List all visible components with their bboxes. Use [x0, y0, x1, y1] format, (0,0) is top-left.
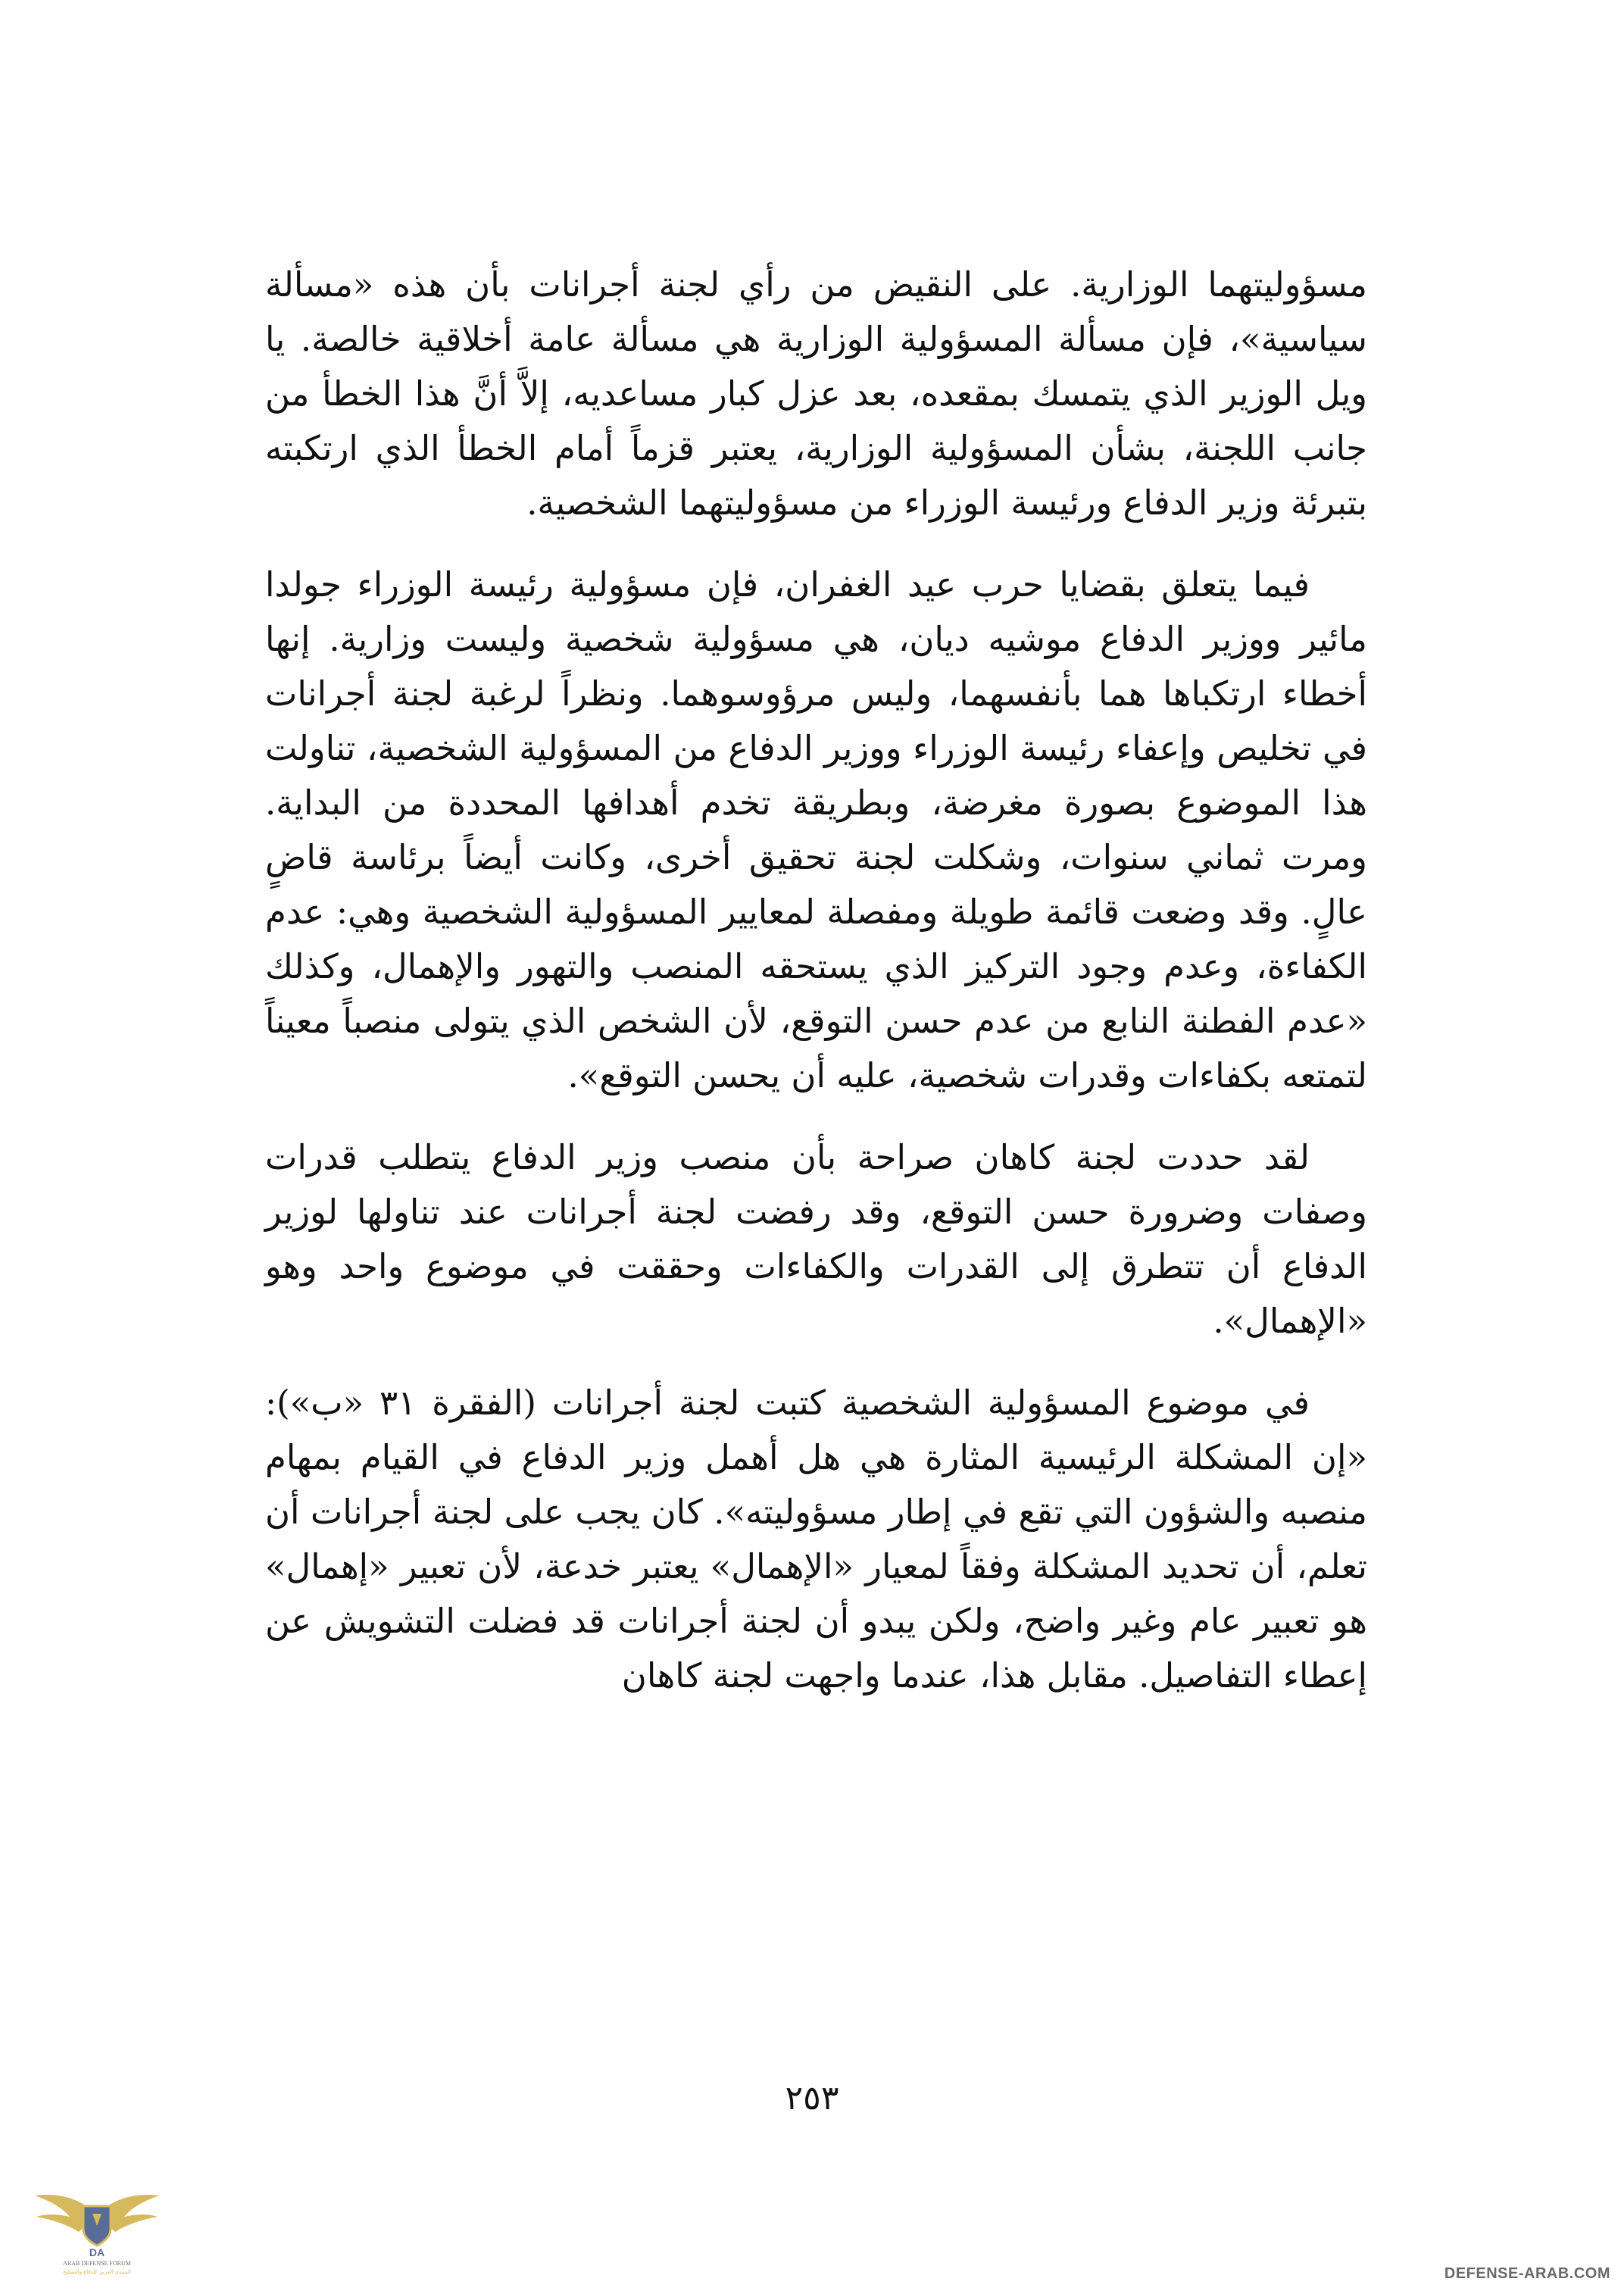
paragraph-4: في موضوع المسؤولية الشخصية كتبت لجنة أجرانات (الفقرة ٣١ «ب»): «إن المشكلة الرئيسية المثارة هي هل أهمل وزير الدفاع في القيام بمهام منصبه والشؤون التي تقع في إطار مسؤوليته». كان يجب على لجنة أجرانات أن تعلم، أن تحديد المشكلة وفقاً لمعيار «الإهمال» يعتبر خدعة، لأن تعبير «إهمال» هو تعبير عام وغير واضح، ولكن يبدو أن لجنة أجرانات قد فضلت التشويش عن إعطاء التفاصيل. مقابل هذا، عندما واجهت لجنة كاهان [265, 1383, 1367, 1696]
logo-subtitle: المنتدى العربي للدفاع والتسليح [63, 2269, 131, 2275]
logo-name: ARAB DEFENSE FORUM [63, 2260, 131, 2267]
body-text [265, 258, 1367, 1730]
paragraph-2: فيما يتعلق بقضايا حرب عيد الغفران، فإن مسؤولية رئيسة الوزراء جولدا مائير ووزير الدفاع موشيه ديان، هي مسؤولية شخصية وليست وزارية. إنها أخطاء ارتكباها هما بأنفسهما، وليس مرؤوسوهما. ونظراً لرغبة لجنة أجرانات في تخليص وإعفاء رئيسة الوزراء ووزير الدفاع من المسؤولية الشخصية، تناولت هذا الموضوع بصورة مغرضة، وبطريقة تخدم أهدافها المحددة من البداية. ومرت ثماني سنوات، وشكلت لجنة تحقيق أخرى، وكانت أيضاً برئاسة قاضٍ عالٍ. وقد وضعت قائمة طويلة ومفصلة لمعايير المسؤولية الشخصية وهي: عدم الكفاءة، وعدم وجود التركيز الذي يستحقه المنصب والتهور والإهمال، وكذلك «عدم الفطنة النابع من عدم حسن التوقع، لأن الشخص الذي يتولى منصباً معيناً لتمتعه بكفاءات وقدرات شخصية، عليه أن يحسن التوقع». [265, 564, 1367, 1095]
page-number: ٢٥٣ [785, 2079, 839, 2118]
paragraph-1: مسؤوليتهما الوزارية. على النقيض من رأي لجنة أجرانات بأن هذه «مسألة سياسية»، فإن مسألة المسؤولية الوزارية هي مسألة عامة أخلاقية خالصة. يا ويل الوزير الذي يتمسك بمقعده، بعد عزل كبار مساعديه، إلاَّ أنَّ هذا الخطأ من جانب اللجنة، بشأن المسؤولية الوزارية، يعتبر قزماً أمام الخطأ الذي ارتكبته بتبرئة وزير الدفاع ورئيسة الوزراء من مسؤوليتهما الشخصية. [265, 264, 1367, 523]
paragraph-3: لقد حددت لجنة كاهان صراحة بأن منصب وزير الدفاع يتطلب قدرات وصفات وضرورة حسن التوقع، وقد رفضت لجنة أجرانات عند تناولها لوزير الدفاع أن تتطرق إلى القدرات والكفاءات وحققت في موضوع واحد وهو «الإهمال». [265, 1137, 1367, 1341]
site-watermark: DEFENSE-ARAB.COM [1444, 2265, 1610, 2282]
arab-defense-forum-logo [29, 2176, 165, 2276]
logo-letters: DA [89, 2246, 105, 2258]
